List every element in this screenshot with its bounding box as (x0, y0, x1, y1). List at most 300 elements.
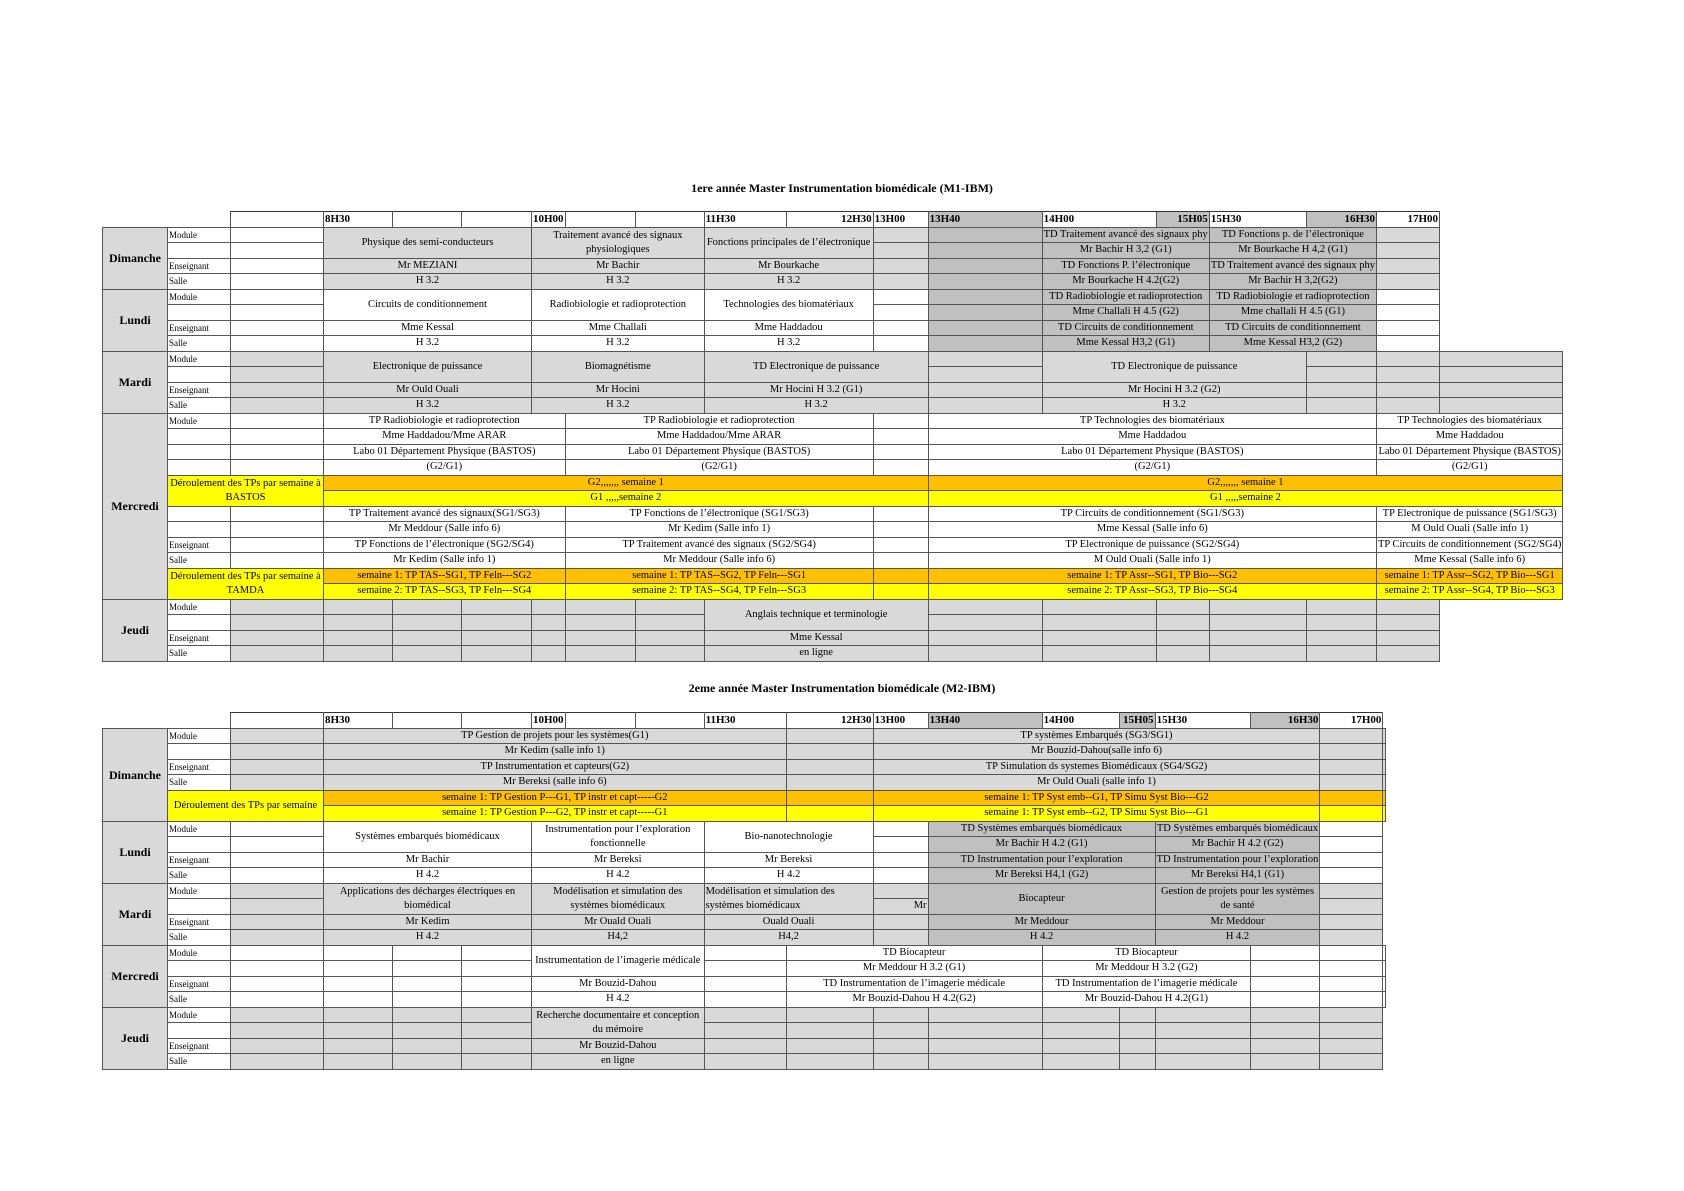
empty-cell (1306, 646, 1376, 662)
empty-cell (462, 615, 532, 631)
teacher-title: Mr (873, 899, 928, 915)
rotation-cell: semaine 1: TP TAS--SG1, TP Feln---SG2 (324, 568, 566, 584)
empty-cell (1251, 1054, 1320, 1070)
td-cell: TD Biocapteur (786, 945, 1042, 961)
empty-cell (1042, 630, 1156, 646)
empty-cell (928, 305, 1042, 321)
course-cell: Radiobiologie et radioprotection (532, 289, 705, 320)
day-jeudi: Jeudi (103, 1007, 168, 1069)
time-8h30: 8H30 (324, 212, 393, 228)
empty-cell (1383, 961, 1386, 977)
empty-cell (704, 976, 786, 992)
empty-cell (1440, 351, 1563, 367)
day-mercredi: Mercredi (103, 945, 168, 1007)
empty-cell (873, 243, 928, 259)
teacher-cell: Mme Haddadou (704, 320, 873, 336)
empty-cell (873, 1038, 928, 1054)
row-label-enseignant: Enseignant (168, 976, 231, 992)
empty-cell (873, 584, 928, 600)
rotation-cell: semaine 2: TP TAS--SG4, TP Feln---SG3 (565, 584, 873, 600)
empty-cell (324, 976, 393, 992)
empty-cell (231, 506, 324, 522)
empty-cell (1209, 630, 1306, 646)
tp-cell: Mme Haddadou/Mme ARAR (324, 429, 566, 445)
row-label-salle: Salle (168, 992, 231, 1008)
td-cell: TD Traitement avancé des signaux phy (1042, 227, 1209, 243)
empty-cell (1320, 744, 1383, 760)
empty-cell (565, 615, 635, 631)
empty-cell (565, 212, 635, 228)
empty-cell (231, 553, 324, 569)
tamda-rotation-label: Déroulement des TPs par semaine à TAMDA (168, 568, 324, 599)
empty-cell (1251, 1007, 1320, 1023)
empty-cell (231, 460, 324, 476)
empty-cell (393, 630, 462, 646)
row-label-module: Module (168, 227, 231, 243)
empty-cell (873, 821, 928, 837)
empty-cell (324, 615, 393, 631)
empty-cell (532, 599, 566, 615)
row-label-enseignant: Enseignant (168, 382, 231, 398)
tp-cell: Mme Haddadou/Mme ARAR (565, 429, 873, 445)
empty-cell (168, 506, 231, 522)
empty-cell (1306, 351, 1376, 367)
row-label-module: Module (168, 599, 231, 615)
td-cell: TD Systèmes embarqués biomédicaux (928, 821, 1155, 837)
empty-cell (873, 1007, 928, 1023)
empty-cell (168, 243, 231, 259)
time-8h30: 8H30 (324, 713, 393, 729)
row-label-salle: Salle (168, 553, 231, 569)
td-cell: TD Radiobiologie et radioprotection (1042, 289, 1209, 305)
td-cell: Mr Bereksi H4,1 (G1) (1155, 868, 1320, 884)
empty-cell (1251, 961, 1320, 977)
empty-cell (1119, 1023, 1155, 1039)
row-label-module: Module (168, 883, 231, 899)
empty-cell (565, 646, 635, 662)
time-header-row (103, 212, 1563, 228)
empty-cell (873, 444, 928, 460)
course-cell: Circuits de conditionnement (324, 289, 532, 320)
tp-cell: Mme Haddadou (928, 429, 1376, 445)
tp-cell: Labo 01 Département Physique (BASTOS) (928, 444, 1376, 460)
empty-cell (231, 961, 324, 977)
rotation-cell: semaine 2: TP Assr--SG3, TP Bio---SG4 (928, 584, 1376, 600)
time-header-row (103, 713, 1386, 729)
row-label-module: Module (168, 945, 231, 961)
empty-cell (1320, 883, 1383, 899)
empty-cell (324, 992, 393, 1008)
room-cell: H 4.2 (532, 992, 705, 1008)
empty-cell (1377, 382, 1440, 398)
empty-cell (928, 1038, 1042, 1054)
rotation-cell: G2,,,,,,, semaine 1 (928, 475, 1563, 491)
empty-cell (168, 899, 231, 915)
empty-cell (1440, 382, 1563, 398)
rotation-cell: semaine 1: TP Assr--SG1, TP Bio---SG2 (928, 568, 1376, 584)
empty-cell (462, 976, 532, 992)
empty-cell (231, 599, 324, 615)
time-13h00: 13H00 (873, 713, 928, 729)
empty-cell (168, 522, 231, 538)
room-cell: H 3.2 (1042, 398, 1306, 414)
empty-cell (393, 945, 462, 961)
rotation-cell: G1 ,,,,,semaine 2 (928, 491, 1563, 507)
empty-cell (1320, 930, 1383, 946)
empty-cell (231, 713, 324, 729)
row-label-enseignant: Enseignant (168, 320, 231, 336)
empty-cell (231, 1054, 324, 1070)
empty-cell (1377, 274, 1440, 290)
empty-cell (462, 646, 532, 662)
td-cell: TD Instrumentation de l’imagerie médicale (1042, 976, 1251, 992)
room-cell: H 4.2 (324, 930, 532, 946)
empty-cell (1251, 992, 1320, 1008)
room-cell: H 3.2 (532, 398, 705, 414)
empty-cell (168, 837, 231, 853)
empty-cell (168, 305, 231, 321)
empty-cell (1320, 1038, 1383, 1054)
empty-cell (1320, 914, 1383, 930)
empty-cell (324, 630, 393, 646)
tp-cell: (G2/G1) (1377, 460, 1563, 476)
row-label-salle: Salle (168, 1054, 231, 1070)
row-label-enseignant: Enseignant (168, 630, 231, 646)
tp-cell: Mme Kessal (Salle info 6) (1377, 553, 1563, 569)
empty-cell (1377, 305, 1440, 321)
rotation-cell: semaine 2: TP TAS--SG3, TP Feln---SG4 (324, 584, 566, 600)
td-cell: Mme Challali H 4.5 (G2) (1042, 305, 1209, 321)
tp-rotation-label: Déroulement des TPs par semaine (168, 790, 324, 821)
empty-cell (231, 759, 324, 775)
teacher-cell: Mr Bouzid-Dahou (532, 1038, 705, 1054)
td-cell: Mr Bachir H 3,2 (G1) (1042, 243, 1209, 259)
teacher-cell: Mr Kedim (324, 914, 532, 930)
teacher-cell: Mr Bachir (532, 258, 705, 274)
empty-cell (231, 992, 324, 1008)
empty-cell (565, 599, 635, 615)
time-13h40: 13H40 (928, 713, 1042, 729)
empty-cell (928, 1023, 1042, 1039)
td-cell: TD Traitement avancé des signaux phy (1209, 258, 1376, 274)
empty-cell (324, 1038, 393, 1054)
empty-cell (231, 351, 324, 367)
empty-cell (1320, 852, 1383, 868)
td-cell: TD Biocapteur (1042, 945, 1251, 961)
empty-cell (231, 1007, 324, 1023)
empty-cell (231, 1023, 324, 1039)
tp-cell: TP Technologies des biomatériaux (1377, 413, 1563, 429)
empty-cell (168, 460, 231, 476)
empty-cell (168, 444, 231, 460)
empty-cell (168, 367, 231, 383)
empty-cell (1383, 945, 1386, 961)
empty-cell (462, 961, 532, 977)
empty-cell (928, 630, 1042, 646)
empty-cell (393, 992, 462, 1008)
empty-cell (168, 615, 231, 631)
row-label-module: Module (168, 728, 231, 744)
empty-cell (873, 320, 928, 336)
td-cell: Mr Bachir H 4.2 (G1) (928, 837, 1155, 853)
empty-cell (462, 945, 532, 961)
tp-cell: TP Gestion de projets pour les systèmes(G1) (324, 728, 787, 744)
empty-cell (231, 289, 324, 305)
empty-cell (1156, 630, 1209, 646)
tp-cell: Mr Bereksi (salle info 6) (324, 775, 787, 791)
empty-cell (462, 212, 532, 228)
time-13h40: 13H40 (928, 212, 1042, 228)
td-cell: Mr Bourkache H 4,2 (G1) (1209, 243, 1376, 259)
empty-cell (231, 976, 324, 992)
bastos-rotation-label: Déroulement des TPs par semaine à BASTOS (168, 475, 324, 506)
empty-cell (393, 976, 462, 992)
tp-cell: Mr Kedim (salle info 1) (324, 744, 787, 760)
empty-cell (1383, 806, 1386, 822)
empty-cell (393, 713, 462, 729)
rotation-cell: G2,,,,,,, semaine 1 (324, 475, 929, 491)
time-16h30: 16H30 (1251, 713, 1320, 729)
td-cell: TD Radiobiologie et radioprotection (1209, 289, 1376, 305)
tp-cell: Labo 01 Département Physique (BASTOS) (324, 444, 566, 460)
empty-cell (1377, 351, 1440, 367)
empty-cell (231, 522, 324, 538)
rotation-cell: semaine 1: TP Syst emb--G2, TP Simu Syst Bio---G1 (873, 806, 1320, 822)
empty-cell (231, 899, 324, 915)
empty-cell (1306, 367, 1376, 383)
empty-cell (1155, 1023, 1251, 1039)
empty-cell (1377, 320, 1440, 336)
time-11h30: 11H30 (704, 212, 786, 228)
row-label-enseignant: Enseignant (168, 258, 231, 274)
title-m2: 2eme année Master Instrumentation biomédicale (M2-IBM) (688, 681, 996, 695)
empty-cell (462, 1038, 532, 1054)
room-cell: H 3.2 (324, 274, 532, 290)
empty-cell (231, 1038, 324, 1054)
empty-cell (873, 852, 928, 868)
room-cell: H 3.2 (532, 336, 705, 352)
time-17h00: 17H00 (1377, 212, 1440, 228)
empty-cell (231, 227, 324, 243)
room-cell: en ligne (532, 1054, 705, 1070)
teacher-cell: Mr Bourkache (704, 258, 873, 274)
empty-cell (1377, 289, 1440, 305)
empty-cell (231, 274, 324, 290)
empty-cell (231, 821, 324, 837)
empty-cell (231, 630, 324, 646)
tp-cell: TP Circuits de conditionnement (SG2/SG4) (1377, 537, 1563, 553)
empty-cell (393, 961, 462, 977)
course-cell: Technologies des biomatériaux (704, 289, 873, 320)
time-10h00: 10H00 (533, 714, 564, 727)
course-cell: Instrumentation de l’imagerie médicale (532, 945, 705, 976)
time-12h30: 12H30 (786, 713, 873, 729)
course-cell: Electronique de puissance (324, 351, 532, 382)
title-m1: 1ere année Master Instrumentation biomédicale (M1-IBM) (691, 181, 993, 195)
time-10h00: 10H00 (533, 213, 564, 226)
empty-cell (1119, 1038, 1155, 1054)
empty-cell (928, 382, 1042, 398)
empty-cell (1377, 258, 1440, 274)
room-cell: en ligne (704, 646, 928, 662)
teacher-cell: Mr Meddour (928, 914, 1155, 930)
empty-cell (1209, 599, 1306, 615)
empty-cell (1042, 1007, 1119, 1023)
empty-cell (231, 537, 324, 553)
td-cell: Mme Kessal H3,2 (G1) (1042, 336, 1209, 352)
empty-cell (168, 1023, 231, 1039)
empty-cell (393, 212, 462, 228)
teacher-cell: Mr Meddour (1155, 914, 1320, 930)
teacher-cell: Mr Bouzid-Dahou (532, 976, 705, 992)
empty-cell (786, 1054, 873, 1070)
empty-cell (1320, 1007, 1383, 1023)
empty-cell (231, 837, 324, 853)
td-cell: Mr Bouzid-Dahou H 4.2(G1) (1042, 992, 1251, 1008)
empty-cell (1377, 398, 1440, 414)
room-cell: H 3.2 (324, 398, 532, 414)
time-14h00: 14H00 (1042, 713, 1119, 729)
empty-cell (324, 1054, 393, 1070)
empty-cell (231, 258, 324, 274)
empty-cell (1383, 744, 1386, 760)
empty-cell (1383, 759, 1386, 775)
course-cell: TD Electronique de puissance (704, 351, 928, 382)
tp-cell: TP Fonctions de l’électronique (SG1/SG3) (565, 506, 873, 522)
empty-cell (462, 630, 532, 646)
rotation-cell: semaine 1: TP Syst emb--G1, TP Simu Syst Bio---G2 (873, 790, 1320, 806)
empty-cell (1306, 382, 1376, 398)
course-cell: TD Electronique de puissance (1042, 351, 1306, 382)
rotation-cell: semaine 2: TP Assr--SG4, TP Bio---SG3 (1377, 584, 1563, 600)
td-cell: TD Circuits de conditionnement (1042, 320, 1209, 336)
empty-cell (231, 852, 324, 868)
empty-cell (873, 506, 928, 522)
empty-cell (1383, 976, 1386, 992)
td-cell: TD Instrumentation de l’imagerie médicale (786, 976, 1042, 992)
empty-cell (873, 1023, 928, 1039)
tp-cell: TP Fonctions de l’électronique (SG2/SG4) (324, 537, 566, 553)
teacher-cell: Mr Ould Ouali (324, 382, 532, 398)
empty-cell (462, 1054, 532, 1070)
empty-cell (324, 1007, 393, 1023)
tp-cell: M Ould Ouali (Salle info 1) (1377, 522, 1563, 538)
empty-cell (786, 790, 873, 806)
day-lundi: Lundi (103, 289, 168, 351)
day-dimanche: Dimanche (103, 728, 168, 821)
tp-cell: TP Traitement avancé des signaux(SG1/SG3) (324, 506, 566, 522)
empty-cell (1440, 367, 1563, 383)
empty-cell (1156, 599, 1209, 615)
row-label-enseignant: Enseignant (168, 852, 231, 868)
empty-cell (532, 646, 566, 662)
empty-cell (704, 1023, 786, 1039)
course-cell: Biocapteur (928, 883, 1155, 914)
tp-cell: Mr Bouzid-Dahou(salle info 6) (873, 744, 1320, 760)
room-cell: H 3.2 (532, 274, 705, 290)
empty-cell (928, 615, 1042, 631)
time-13h00: 13H00 (873, 212, 928, 228)
empty-cell (168, 961, 231, 977)
empty-cell (1042, 1023, 1119, 1039)
empty-cell (231, 646, 324, 662)
room-cell: H 4.2 (532, 868, 705, 884)
row-label-salle: Salle (168, 930, 231, 946)
course-cell: Modélisation et simulation des systèmes biomédicaux (704, 883, 873, 914)
row-label-salle: Salle (168, 336, 231, 352)
time-17h00: 17H00 (1320, 713, 1383, 729)
empty-cell (786, 1038, 873, 1054)
td-cell: TD Systèmes embarqués biomédicaux (1155, 821, 1320, 837)
teacher-cell: Mme Challali (532, 320, 705, 336)
empty-cell (928, 398, 1042, 414)
empty-cell (231, 883, 324, 899)
empty-cell (873, 227, 928, 243)
empty-cell (1306, 630, 1376, 646)
empty-cell (873, 336, 928, 352)
time-14h00: 14H00 (1042, 212, 1156, 228)
row-label-salle: Salle (168, 646, 231, 662)
empty-cell (1155, 1007, 1251, 1023)
empty-cell (393, 599, 462, 615)
course-cell: Physique des semi-conducteurs (324, 227, 532, 258)
empty-cell (1251, 1023, 1320, 1039)
rotation-cell: semaine 1: TP Gestion P---G2, TP instr et capt-----G1 (324, 806, 787, 822)
empty-cell (1377, 336, 1440, 352)
empty-cell (786, 759, 873, 775)
tp-cell: Labo 01 Département Physique (BASTOS) (1377, 444, 1563, 460)
tp-cell: Labo 01 Département Physique (BASTOS) (565, 444, 873, 460)
time-12h30: 12H30 (786, 212, 873, 228)
empty-cell (1377, 630, 1440, 646)
empty-cell (532, 615, 566, 631)
td-cell: Mr Bereksi H4,1 (G2) (928, 868, 1155, 884)
row-label-enseignant: Enseignant (168, 1038, 231, 1054)
td-cell: TD Instrumentation pour l’exploration (928, 852, 1155, 868)
empty-cell (635, 646, 704, 662)
empty-cell (462, 1023, 532, 1039)
empty-cell (873, 305, 928, 321)
empty-cell (786, 1023, 873, 1039)
teacher-cell: Mr Hocini (532, 382, 705, 398)
rotation-cell: G1 ,,,,,semaine 2 (324, 491, 929, 507)
empty-cell (393, 1038, 462, 1054)
empty-cell (873, 258, 928, 274)
empty-cell (873, 914, 928, 930)
room-cell: H 4.2 (928, 930, 1155, 946)
empty-cell (324, 646, 393, 662)
room-cell: H 4.2 (1155, 930, 1320, 946)
empty-cell (231, 243, 324, 259)
empty-cell (462, 599, 532, 615)
empty-cell (231, 914, 324, 930)
empty-cell (704, 945, 786, 961)
empty-cell (1320, 759, 1383, 775)
empty-cell (168, 744, 231, 760)
empty-cell (873, 930, 928, 946)
time-15h30: 15H30 (1209, 212, 1306, 228)
room-cell: H 4.2 (324, 868, 532, 884)
empty-cell (231, 382, 324, 398)
tp-cell: (G2/G1) (565, 460, 873, 476)
empty-cell (1209, 646, 1306, 662)
empty-cell (873, 537, 928, 553)
row-label-enseignant: Enseignant (168, 537, 231, 553)
empty-cell (231, 336, 324, 352)
empty-cell (231, 429, 324, 445)
day-mercredi: Mercredi (103, 413, 168, 599)
room-cell: H 4.2 (704, 868, 873, 884)
